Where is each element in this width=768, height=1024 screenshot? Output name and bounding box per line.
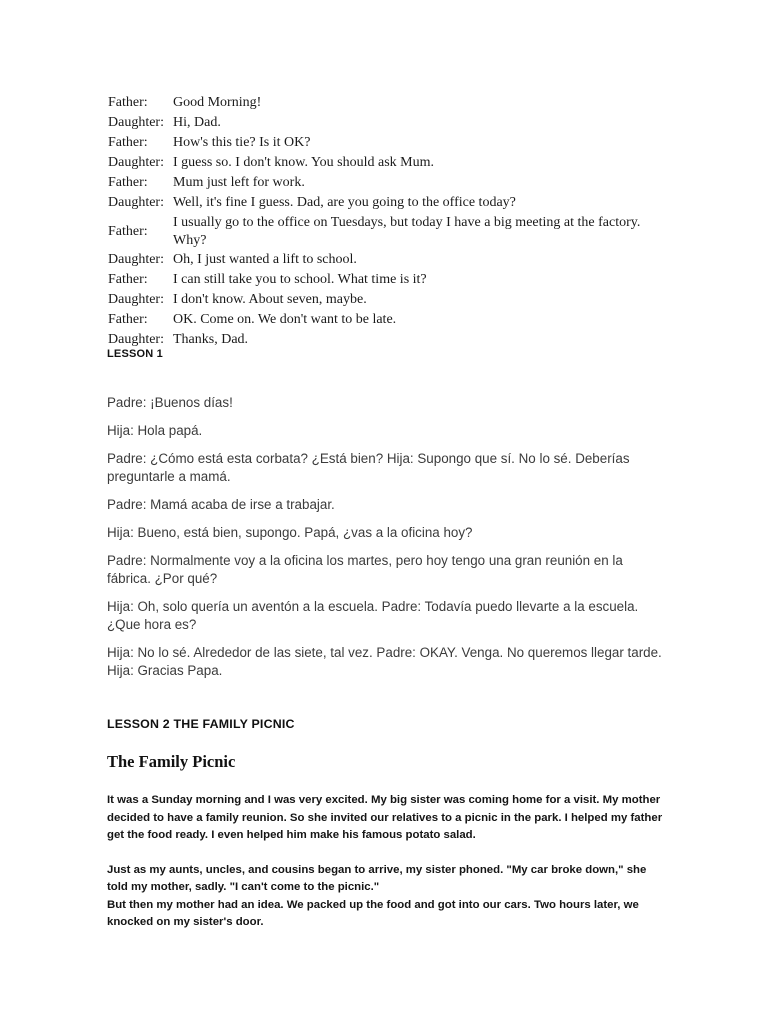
speaker-label: Daughter: (108, 292, 164, 307)
dialogue-line: Good Morning! (173, 95, 262, 110)
dialogue-line: I usually go to the office on Tuesdays, but today I have a big meeting at the factory. Why? (173, 214, 641, 248)
story-text (107, 792, 667, 932)
speaker-label: Father: (108, 95, 148, 110)
speaker-label: Daughter: (108, 115, 164, 130)
dialogue-line: Mum just left for work. (173, 175, 305, 190)
lesson-2-heading: LESSON 2 THE FAMILY PICNIC (107, 717, 295, 731)
dialogue-row (108, 173, 648, 193)
speaker-label: Daughter: (108, 155, 164, 170)
dialogue-row (108, 310, 648, 330)
dialogue-line: Well, it's fine I guess. Dad, are you going to the office today? (173, 195, 516, 210)
dialogue-table (108, 93, 648, 350)
dialogue-line: Hi, Dad. (173, 115, 221, 130)
spanish-paragraph: Padre: ¡Buenos días! (107, 395, 233, 410)
speaker-label: Daughter: (108, 195, 164, 210)
dialogue-row (108, 250, 648, 270)
spanish-paragraph: Padre: Normalmente voy a la oficina los martes, pero hoy tengo una gran reunión en la fábrica. ¿Por qué? (107, 553, 623, 586)
spanish-translation (107, 394, 667, 680)
speaker-label: Father: (108, 272, 148, 287)
dialogue-row (108, 93, 648, 113)
spanish-paragraph: Padre: Mamá acaba de irse a trabajar. (107, 497, 335, 512)
dialogue-row (108, 330, 648, 350)
story-paragraph: Just as my aunts, uncles, and cousins began to arrive, my sister phoned. "My car broke down," she told my mother, sadly. "I can't come to the picnic." (107, 863, 647, 893)
story-paragraph: But then my mother had an idea. We packed up the food and got into our cars. Two hours later, we knocked on my sister's door. (107, 898, 639, 928)
dialogue-row (108, 270, 648, 290)
dialogue-line: I can still take you to school. What time is it? (173, 272, 427, 287)
dialogue-row (108, 113, 648, 133)
dialogue-line: I guess so. I don't know. You should ask Mum. (173, 155, 435, 170)
spanish-paragraph: Padre: ¿Cómo está esta corbata? ¿Está bien? Hija: Supongo que sí. No lo sé. Deberías preguntarle a mamá. (107, 451, 630, 484)
speaker-label: Father: (108, 135, 148, 150)
speaker-label: Father: (108, 312, 148, 327)
story-title: The Family Picnic (107, 752, 236, 771)
spanish-paragraph: Hija: Bueno, está bien, supongo. Papá, ¿vas a la oficina hoy? (107, 525, 473, 540)
speaker-label: Daughter: (108, 332, 164, 347)
dialogue-row (108, 290, 648, 310)
dialogue-line: How's this tie? Is it OK? (173, 135, 311, 150)
dialogue-line: Oh, I just wanted a lift to school. (173, 252, 357, 267)
speaker-label: Father: (108, 175, 148, 190)
dialogue-row (108, 133, 648, 153)
dialogue-line: OK. Come on. We don't want to be late. (173, 312, 397, 327)
spanish-paragraph: Hija: Oh, solo quería un aventón a la escuela. Padre: Todavía puedo llevarte a la escuela. ¿Que hora es? (107, 599, 639, 632)
story-paragraph: It was a Sunday morning and I was very excited. My big sister was coming home for a visit. My mother decided to have a family reunion. So she invited our relatives to a picnic in the park. I helped my father get the food ready. I even helped him make his famous potato salad. (107, 794, 663, 841)
dialogue-line: I don't know. About seven, maybe. (173, 292, 367, 307)
dialogue-row (108, 193, 648, 213)
spanish-paragraph: Hija: Hola papá. (107, 423, 203, 438)
speaker-label: Daughter: (108, 252, 164, 267)
speaker-label: Father: (108, 223, 148, 239)
dialogue-row (108, 213, 648, 250)
dialogue-line: Thanks, Dad. (173, 332, 249, 347)
spanish-paragraph: Hija: No lo sé. Alrededor de las siete, tal vez. Padre: OKAY. Venga. No queremos llegar tarde. Hija: Gracias Papa. (107, 645, 662, 678)
lesson-1-heading: LESSON 1 (107, 348, 164, 360)
dialogue-row (108, 153, 648, 173)
